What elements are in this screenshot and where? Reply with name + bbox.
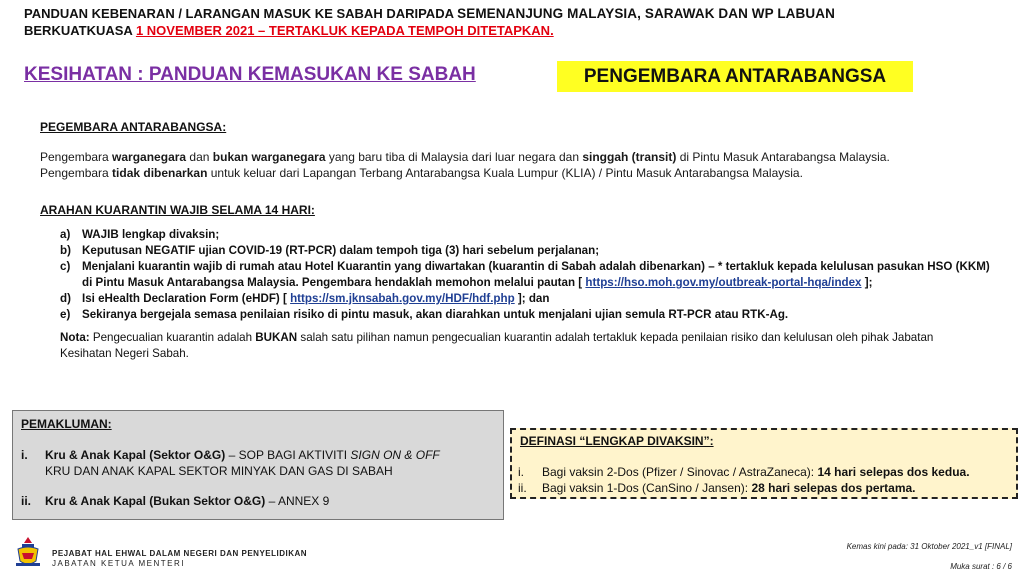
item-text-bold: 14 hari selepas dos kedua. bbox=[817, 465, 970, 479]
list-item bbox=[60, 243, 990, 259]
list-text: WAJIB lengkap divaksin; bbox=[82, 228, 220, 241]
item-title: Kru & Anak Kapal (Sektor O&G) bbox=[45, 448, 226, 462]
list-text-part: ]; bbox=[861, 276, 873, 289]
text: untuk keluar dari Lapangan Terbang Antarabangsa Kuala Lumpur (KLIA) / Pintu Masuk Antarabangsa Malaysia. bbox=[207, 166, 803, 180]
header-line-1 bbox=[24, 6, 835, 21]
page-number: Muka surat : 6 / 6 bbox=[950, 562, 1012, 571]
definisi-box bbox=[510, 428, 1018, 499]
definisi-item-1 bbox=[518, 464, 1012, 480]
text-bold: warganegara bbox=[112, 150, 187, 164]
text: Pengembara bbox=[40, 150, 113, 164]
text: di Pintu Masuk Antarabangsa Malaysia. bbox=[676, 150, 890, 164]
org-department: JABATAN KETUA MENTERI bbox=[52, 559, 185, 568]
header-line-1-strong: SEMENANJUNG MALAYSIA, SARAWAK DAN WP LABUAN bbox=[457, 6, 835, 21]
text-bold: bukan warganegara bbox=[212, 150, 326, 164]
note-emphasis: BUKAN bbox=[255, 331, 298, 344]
text: yang baru tiba di Malaysia dari luar negara dan bbox=[325, 150, 583, 164]
definisi-item-2 bbox=[518, 480, 1012, 496]
list-marker: b) bbox=[60, 244, 71, 257]
pemakluman-item-2 bbox=[21, 493, 497, 509]
list-text: Keputusan NEGATIF ujian COVID-19 (RT-PCR) dalam tempoh tiga (3) hari sebelum perjalanan; bbox=[82, 244, 600, 257]
list-text-part: Isi eHealth Declaration Form (eHDF) [ bbox=[82, 292, 291, 305]
list-text-part: ]; dan bbox=[514, 292, 550, 305]
list-text bbox=[82, 259, 990, 291]
list-marker: d) bbox=[60, 292, 71, 305]
header-line-2 bbox=[24, 23, 554, 38]
list-marker: e) bbox=[60, 308, 71, 321]
list-marker: ii. bbox=[518, 481, 527, 495]
note-paragraph bbox=[60, 330, 980, 362]
list-marker: a) bbox=[60, 228, 71, 241]
page-title: KESIHATAN : PANDUAN KEMASUKAN KE SABAH bbox=[24, 64, 476, 85]
text-bold: singgah (transit) bbox=[582, 150, 677, 164]
travellers-line-2 bbox=[40, 165, 1000, 181]
list-item bbox=[60, 259, 990, 291]
item-text: Bagi vaksin 1-Dos (CanSino / Jansen): bbox=[542, 481, 752, 495]
section-heading-travellers: PEGEMBARA ANTARABANGSA: bbox=[40, 120, 227, 134]
header-line-2-prefix: BERKUATKUASA bbox=[24, 23, 136, 38]
list-item bbox=[60, 227, 990, 243]
item-text: – ANNEX 9 bbox=[265, 494, 330, 508]
pemakluman-box bbox=[12, 410, 504, 520]
pemakluman-item-1 bbox=[21, 447, 497, 479]
note-text: salah satu pilihan namun pengecualian kuarantin adalah tertakluk kepada penilaian risiko dan kelulusan oleh pihak Jabatan Kesihatan Negeri Sabah. bbox=[60, 331, 934, 360]
item-title: Kru & Anak Kapal (Bukan Sektor O&G) bbox=[45, 494, 266, 508]
header-line-1-prefix: PANDUAN KEBENARAN / LARANGAN MASUK KE SABAH DARIPADA bbox=[24, 6, 458, 21]
effective-date: 1 NOVEMBER 2021 – TERTAKLUK KEPADA TEMPOH DITETAPKAN. bbox=[135, 23, 554, 38]
state-crest-icon bbox=[12, 535, 44, 569]
quarantine-list bbox=[60, 227, 990, 323]
list-marker: c) bbox=[60, 260, 71, 273]
list-marker: ii. bbox=[21, 494, 32, 508]
ehdf-link[interactable]: https://sm.jknsabah.gov.my/HDF/hdf.php bbox=[290, 292, 515, 305]
section-heading-quarantine: ARAHAN KUARANTIN WAJIB SELAMA 14 HARI: bbox=[40, 203, 315, 217]
list-text: Sekiranya bergejala semasa penilaian risiko di pintu masuk, akan diarahkan untuk menjalani ujian semula RT-PCR atau RTK-Ag. bbox=[82, 308, 789, 321]
item-text-italic: SIGN ON & OFF bbox=[350, 448, 440, 462]
list-item bbox=[60, 291, 990, 307]
list-text-part: Menjalani kuarantin wajib di rumah atau Hotel Kuarantin yang diwartakan (kuarantin di Sabah adalah dibenarkan) – * tertakluk kepada kelulusan pasukan HSO (KKM) di Pintu Masuk Antarabangsa Malaysia. Pengembara hendaklah memohon melalui pautan [ bbox=[82, 260, 990, 289]
note-label: Nota: bbox=[60, 331, 90, 344]
org-name: PEJABAT HAL EHWAL DALAM NEGERI DAN PENYELIDIKAN bbox=[52, 549, 308, 558]
item-text: KRU DAN ANAK KAPAL SEKTOR MINYAK DAN GAS DI SABAH bbox=[45, 464, 393, 478]
list-marker: i. bbox=[21, 448, 28, 462]
pemakluman-heading: PEMAKLUMAN: bbox=[21, 417, 112, 431]
text-bold: tidak dibenarkan bbox=[112, 166, 208, 180]
list-text bbox=[82, 291, 990, 307]
hso-portal-link[interactable]: https://hso.moh.gov.my/outbreak-portal-hqa/index bbox=[585, 276, 862, 289]
definisi-heading: DEFINASI “LENGKAP DIVAKSIN”: bbox=[520, 434, 714, 448]
category-banner: PENGEMBARA ANTARABANGSA bbox=[557, 61, 913, 92]
text: dan bbox=[186, 150, 213, 164]
list-marker: i. bbox=[518, 465, 524, 479]
list-item bbox=[60, 307, 990, 323]
item-text-bold: 28 hari selepas dos pertama. bbox=[751, 481, 916, 495]
item-text: – SOP BAGI AKTIVITI bbox=[225, 448, 351, 462]
last-updated: Kemas kini pada: 31 Oktober 2021_v1 [FINAL] bbox=[846, 542, 1012, 551]
travellers-paragraph bbox=[40, 149, 1000, 181]
note-text: Pengecualian kuarantin adalah bbox=[89, 331, 256, 344]
item-text: Bagi vaksin 2-Dos (Pfizer / Sinovac / AstraZaneca): bbox=[542, 465, 818, 479]
text: Pengembara bbox=[40, 166, 113, 180]
travellers-line-1 bbox=[40, 149, 1000, 165]
